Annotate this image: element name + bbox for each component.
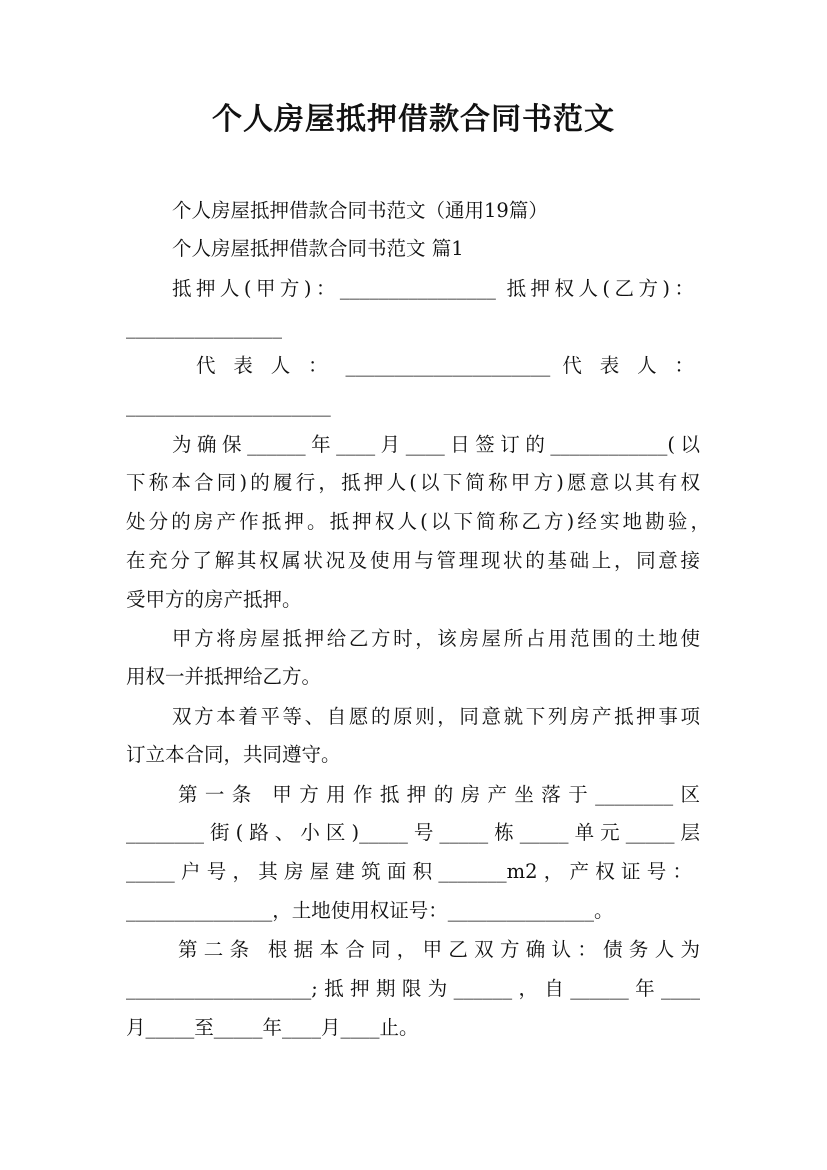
paragraph-1-line-3: 处分的房产作抵押。抵押权人(以下简称乙方)经实地勘验， xyxy=(126,510,710,533)
document-title: 个人房屋抵押借款合同书范文 xyxy=(212,102,615,137)
article-1-line-1: 第一条 甲方用作抵押的房产坐落于________区 xyxy=(178,783,700,806)
paragraph-3-line-1: 双方本着平等、自愿的原则，同意就下列房产抵押事项 xyxy=(172,705,700,728)
paragraph-2-line-1: 甲方将房屋抵押给乙方时，该房屋所占用范围的土地使 xyxy=(172,627,700,650)
paragraph-1-line-5: 受甲方的房产抵押。 xyxy=(126,588,302,611)
paragraph-3-line-2: 订立本合同，共同遵守。 xyxy=(126,743,341,766)
article-1-line-4: _______________，土地使用权证号：_______________。 xyxy=(126,899,614,922)
paragraph-2-line-2: 用权一并抵押给乙方。 xyxy=(126,665,322,688)
article-1-line-3: _____户号，其房屋建筑面积_______m2，产权证号： xyxy=(126,860,692,883)
article-2-line-3: 月_____至_____年____月____止。 xyxy=(126,1016,419,1039)
paragraph-1-line-1: 为确保______年____月____日签订的____________(以 xyxy=(172,433,700,456)
representative-blank: _____________________ xyxy=(126,394,331,417)
article-2-line-1: 第二条 根据本合同，甲乙双方确认：债务人为 xyxy=(178,938,700,961)
representative-line: 代 表 人 ： _____________________ 代 表 人 ： xyxy=(196,354,694,377)
paragraph-1-line-4: 在充分了解其权属状况及使用与管理现状的基础上，同意接 xyxy=(126,549,700,572)
mortgagor-line: 抵押人(甲方)：________________ 抵押权人(乙方)： xyxy=(172,277,694,300)
paragraph-1-line-2: 下称本合同)的履行，抵押人(以下简称甲方)愿意以其有权 xyxy=(126,471,700,494)
section-heading: 个人房屋抵押借款合同书范文 篇1 xyxy=(172,237,464,260)
mortgagee-blank: ________________ xyxy=(126,316,282,339)
intro-line: 个人房屋抵押借款合同书范文（通用19篇） xyxy=(172,199,548,222)
article-2-line-2: ___________________;抵押期限为______，自______年____ xyxy=(126,977,700,1000)
article-1-line-2: ________街(路、小区)_____号_____栋_____单元_____层 xyxy=(126,821,700,844)
